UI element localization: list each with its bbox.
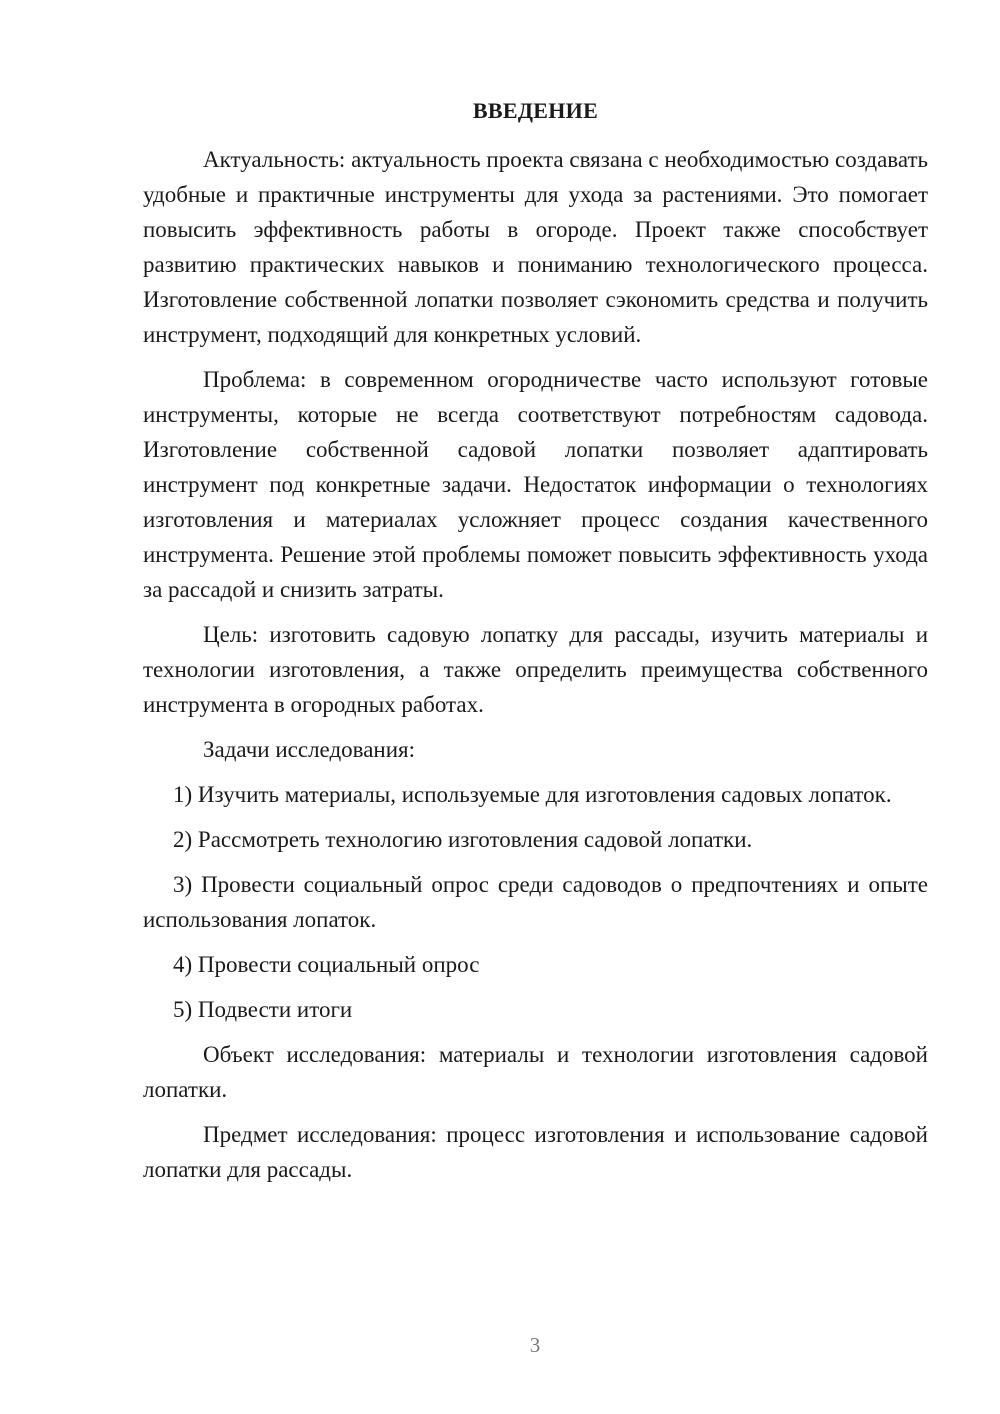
paragraph-problem: Проблема: в современном огородничестве часто используют готовые инструменты, которые не всегда соответствуют потребностям садовода. Изготовление собственной садовой лопатки позволяет адаптировать инструмент под конкретные задачи. Недостаток информации о технологиях изготовления и материалах усложняет процесс создания качественного инструмента. Решение этой проблемы поможет повысить эффективность ухода за рассадой и снизить затраты. [143,367,928,602]
page-number: 3 [529,1333,541,1357]
paragraph-subject: Предмет исследования: процесс изготовления и использование садовой лопатки для рассады. [143,1122,928,1182]
task-item-3: 3) Провести социальный опрос среди садоводов о предпочтениях и опыте использования лопаток. [143,872,928,932]
page-title: ВВЕДЕНИЕ [472,98,599,123]
paragraph-object: Объект исследования: материалы и технологии изготовления садовой лопатки. [143,1042,928,1102]
task-item-4: 4) Провести социальный опрос [173,952,480,977]
paragraph-relevance: Актуальность: актуальность проекта связана с необходимостью создавать удобные и практичные инструменты для ухода за растениями. Это помогает повысить эффективность работы в огороде. Проект также способствует развитию практических навыков и пониманию технологического процесса. Изготовление собственной лопатки позволяет сэкономить средства и получить инструмент, подходящий для конкретных условий. [143,147,928,347]
task-item-5: 5) Подвести итоги [173,997,353,1022]
tasks-heading: Задачи исследования: [203,737,416,762]
task-item-1: 1) Изучить материалы, используемые для изготовления садовых лопаток. [173,782,892,807]
task-item-2: 2) Рассмотреть технологию изготовления садовой лопатки. [173,827,753,852]
document-body [143,142,928,1197]
paragraph-goal: Цель: изготовить садовую лопатку для рассады, изучить материалы и технологии изготовления, а также определить преимущества собственного инструмента в огородных работах. [143,622,928,717]
